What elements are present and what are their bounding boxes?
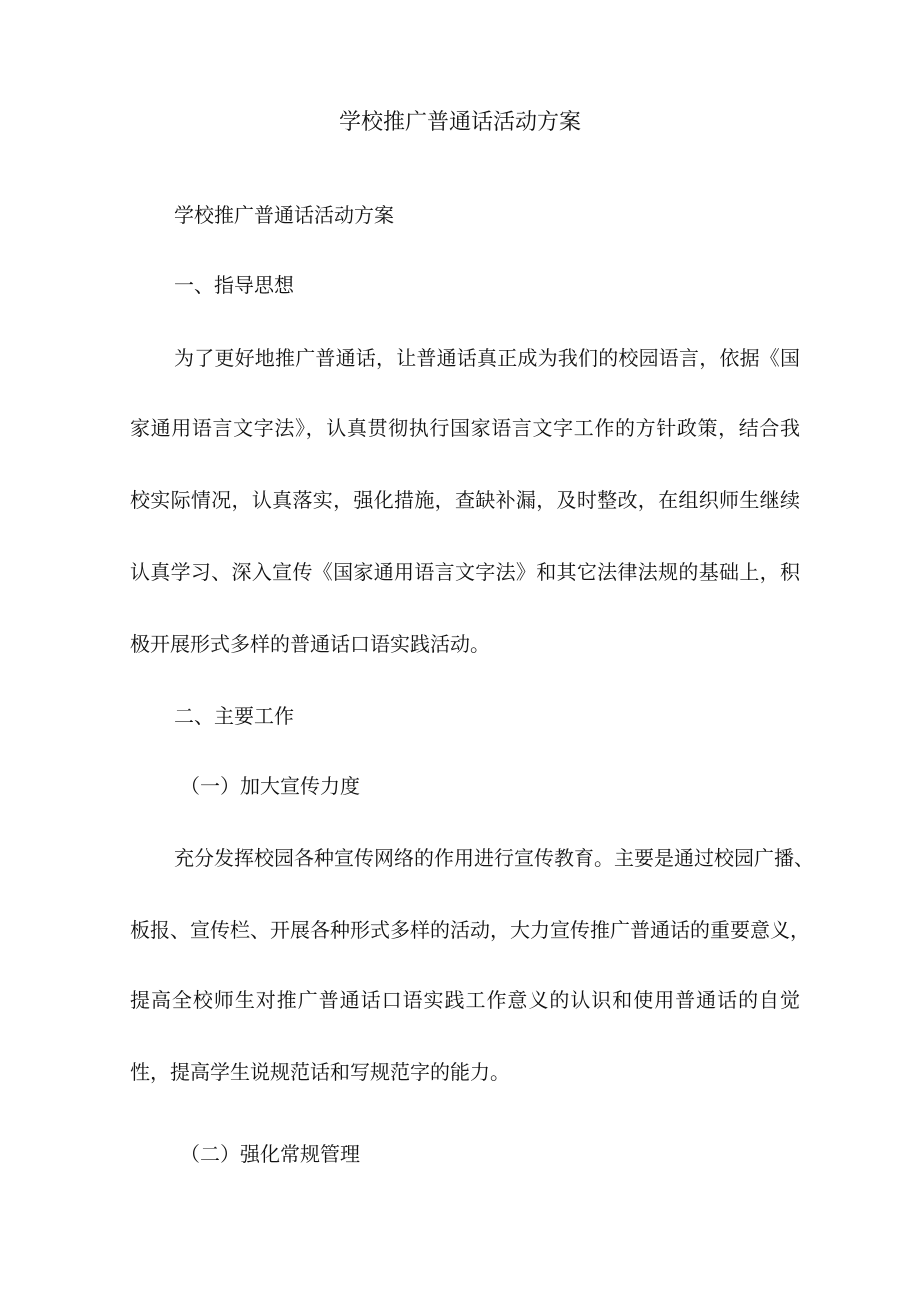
section-heading-main-work: 二、主要工作: [174, 704, 294, 728]
section-heading-guiding-ideology: 一、指导思想: [174, 273, 294, 297]
paragraph-line: 认真学习、深入宣传《国家通用语言文字法》和其它法律法规的基础上，积: [130, 560, 800, 584]
paragraph-line: 性，提高学生说规范话和写规范字的能力。: [130, 1060, 510, 1084]
paragraph-line: 极开展形式多样的普通话口语实践活动。: [130, 632, 490, 656]
document-title: 学校推广普通话活动方案: [338, 110, 581, 135]
subsection-heading-routine-management: （二）强化常规管理: [180, 1142, 360, 1166]
paragraph-line: 校实际情况，认真落实，强化措施，查缺补漏，及时整改，在组织师生继续: [130, 488, 800, 512]
paragraph-line: 为了更好地推广普通话，让普通话真正成为我们的校园语言，依据《国: [174, 346, 800, 370]
document-subtitle: 学校推广普通话活动方案: [174, 203, 394, 227]
subsection-heading-publicity: （一）加大宣传力度: [180, 774, 360, 798]
paragraph-line: 充分发挥校园各种宣传网络的作用进行宣传教育。主要是通过校园广播、: [174, 846, 814, 870]
paragraph-line: 板报、宣传栏、开展各种形式多样的活动，大力宣传推广普通话的重要意义，: [130, 918, 810, 942]
paragraph-line: 家通用语言文字法》，认真贯彻执行国家语言文字工作的方针政策，结合我: [130, 416, 800, 440]
paragraph-line: 提高全校师生对推广普通话口语实践工作意义的认识和使用普通话的自觉: [130, 988, 800, 1012]
